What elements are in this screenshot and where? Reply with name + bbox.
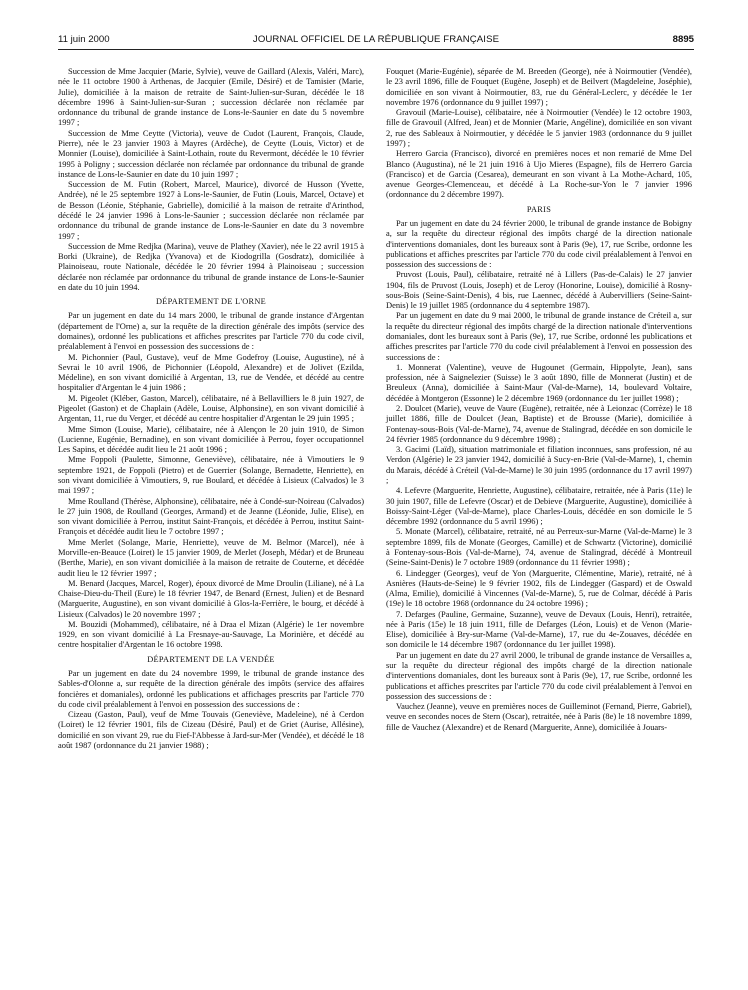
- notice-paragraph: 3. Gacimi (Laïd), situation matrimoniale et filiation inconnues, sans profession, né au Verdon (Algérie) le 23 janvier 1942, domicilié à Sucy-en-Brie (Val-de-Marne), 1, chemin du Marais, décédé à Créteil (Val-de-Marne) le 30 juin 1995 (ordonnance du 17 avril 1997) ;: [386, 444, 692, 485]
- right-column: [386, 66, 692, 732]
- section-heading: DÉPARTEMENT DE L'ORNE: [155, 297, 267, 307]
- notice-paragraph: M. Benard (Jacques, Marcel, Roger), époux divorcé de Mme Droulin (Liliane), né à La Chaise-Dieu-du-Theil (Eure) le 18 février 1947, de Benard (Ernest, Julien) et de Besnard (Marguerite, Augustine), en son vivant domicilié à Glos-la-Ferrière, le bourg, et décédé à Lisieux (Calvados) le 20 novembre 1997 ;: [58, 577, 364, 619]
- notice-paragraph: 6. Lindegger (Georges), veuf de Yon (Marguerite, Clémentine, Marie), retraité, né à Asnières (Hauts-de-Seine) le 9 février 1902, fils de Lindegger (Gaspard) et de Oswald (Alma, Emilie), domicilié à Vincennes (Val-de-Marne), 5, rue de Colmar, décédé à Paris (19e) le 18 octobre 1968 (ordonnance du 24 octobre 1996) ;: [386, 567, 692, 609]
- notice-paragraph: Par un jugement en date du 14 mars 2000, le tribunal de grande instance d'Argentan (département de l'Orne) a, sur la requête de la direction générale des impôts (service des domaines), ordonné les publications et affiches prescrites par l'article 770 du code civil, préalablement à l'envoi en possession des successions de :: [58, 310, 364, 352]
- notice-paragraph: Mme Foppoli (Paulette, Simonne, Geneviève), célibataire, née à Vimoutiers le 9 septembre 1921, de Foppoli (Pietro) et de Guerrier (Solange, Bernadette, Henriette), en son vivant domiciliée à Vimoutiers, 9, rue Boulard, et décédée à Lisieux (Calvados) le 3 mai 1997 ;: [58, 454, 364, 496]
- section-heading: DÉPARTEMENT DE LA VENDÉE: [147, 654, 275, 664]
- left-column: [58, 66, 364, 750]
- notice-paragraph: M. Bouzidi (Mohammed), célibataire, né à Draa el Mizan (Algérie) le 1er novembre 1929, en son vivant domicilié à La Fresnaye-au-Sauvage, La Morinière, et décédé au centre hospitalier d'Argentan le 16 octobre 1998.: [58, 618, 364, 650]
- journal-title: JOURNAL OFFICIEL DE LA RÉPUBLIQUE FRANÇAISE: [252, 34, 500, 45]
- notice-paragraph: Par un jugement en date du 24 novembre 1999, le tribunal de grande instance des Sables-d'Olonne a, sur requête de la direction générale des impôts (service des affaires foncières et domaniales), ordonné les publications et affichages prescrits par l'article 770 du code civil préalablement à l'envoi en possession des successions de :: [58, 668, 364, 709]
- notice-paragraph: Succession de Mme Ceytte (Victoria), veuve de Cudot (Laurent, François, Claude, Pierre), née le 23 janvier 1903 à Mayres (Ardèche), de Ceytte (Louis, Victor) et de Monnier (Louise), domiciliée à Saint-Lothain, route du Revermont, décédée le 10 février 1995 à Poligny ; succession déclarée non réclamée par ordonnance du tribunal de grande instance de Lons-le-Saunier en date du 10 juin 1997 ;: [58, 127, 364, 179]
- notice-paragraph: Par un jugement en date du 27 avril 2000, le tribunal de grande instance de Versailles a, sur la requête du directeur régional des impôts chargé de la direction nationale d'interventions domaniales, dont les bureaux sont à Paris (9e), 17, rue Scribe, ordonné les publications et affiches prescrites par l'article 770 du code civil préalablement à l'envoi en possession des successions de :: [386, 649, 692, 701]
- notice-paragraph: 5. Monate (Marcel), célibataire, retraité, né au Perreux-sur-Marne (Val-de-Marne) le 3 septembre 1899, fils de Monate (Georges, Camille) et de Schwartz (Victorine), domicilié à Fontenay-sous-Bois (Val-de-Marne), 74, avenue de Stalingrad, décédé à Montreuil (Seine-Saint-Denis) le 7 octobre 1989 (ordonnance du 11 février 1998) ;: [386, 526, 692, 568]
- notice-paragraph: Succession de Mme Jacquier (Marie, Sylvie), veuve de Gaillard (Alexis, Valéri, Marc), née le 11 octobre 1900 à Arthenas, de Jacquier (Emile, Désiré) et de Tamisier (Marie, Julie), domiciliée à la maison de retraite de Saint-Julien-sur-Suran, décédée le 18 décembre 1996 à Saint-Julien-sur-Suran ; succession déclarée non réclamée par ordonnance du tribunal de grande instance de Lons-le-Saunier en date du 5 novembre 1997 ;: [58, 66, 364, 128]
- notice-paragraph: Par un jugement en date du 24 février 2000, le tribunal de grande instance de Bobigny a, sur la requête du directeur régional des impôts chargé de la direction nationale d'interventions domaniales, dont les bureaux sont à Paris (9e), 17, rue Scribe, ordonne les publications et affiches prescrites par l'article 770 du code civil préalablement à l'envoi en possession des successions de :: [386, 217, 692, 270]
- notice-paragraph: M. Pigeolet (Kléber, Gaston, Marcel), célibataire, né à Bellavilliers le 8 juin 1927, de Pigeolet (Gaston) et de Chaplain (Adèle, Louise, Alphonsine), en son vivant domicilié à Argentan, 11, rue du Verger, et décédé au centre hospitalier d'Argentan le 29 juin 1995 ;: [58, 392, 364, 424]
- notice-paragraph: Fouquet (Marie-Eugénie), séparée de M. Breeden (George), née à Noirmoutier (Vendée), le 23 avril 1896, fille de Fouquet (Eugène, Joseph) et de Beilvert (Magdeleine, Joséphie), domiciliée en son vivant à Noirmoutier, 83, rue du Général-Leclerc, y décédée le 1er novembre 1976 (ordonnance du 9 juillet 1997) ;: [386, 66, 692, 107]
- page-header: [58, 34, 694, 50]
- notice-paragraph: 4. Lefevre (Marguerite, Henriette, Augustine), célibataire, retraitée, née à Paris (11e) le 30 juin 1907, fille de Lefevre (Oscar) et de Debieve (Marguerite, Augustine), domiciliée à Boissy-Saint-Léger (Val-de-Marne), place Charles-Louis, décédée en son domicile le 5 décembre 1992 (ordonnance du 5 avril 1996) ;: [386, 485, 692, 527]
- notice-paragraph: Herrero Garcia (Francisco), divorcé en premières noces et non remarié de Mme Del Blanco (Augustina), né le 21 juin 1916 à Ujo Mieres (Espagne), fils de Herrero Garcia (Francisco) et de Garcia (Cesarea), demeurant en son vivant à La Mothe-Achard, 105, avenue Georges-Clemenceau, et décédé à La Roche-sur-Yon le 7 janvier 1996 (ordonnance du 2 décembre 1997).: [386, 148, 692, 200]
- section-heading: PARIS: [526, 204, 552, 214]
- notice-paragraph: Cizeau (Gaston, Paul), veuf de Mme Touvais (Geneviève, Madeleine), né à Cerdon (Loiret) le 12 février 1901, fils de Cizeau (Désiré, Paul) et de Griet (Aurise, Allésine), domicilié en son vivant 29, rue du Fief-l'Abbesse à Jard-sur-Mer (Vendée), et décédé le 18 août 1987 (ordonnance du 21 janvier 1988) ;: [58, 709, 364, 750]
- notice-paragraph: Succession de M. Futin (Robert, Marcel, Maurice), divorcé de Husson (Yvette, Andrée), né le 25 septembre 1927 à Lons-le-Saunier, de Futin (Louis, Marcel, Octave) et de Besson (Léonie, Stéphanie, Gabrielle), domicilié à la maison de retraite d'Arinthod, décédé le 24 janvier 1996 à Lons-le-Saunier ; succession déclarée non réclamée par ordonnance du tribunal de grande instance de Lons-le-Saunier en date du 3 novembre 1997 ;: [58, 179, 364, 241]
- notice-paragraph: Mme Merlet (Solange, Marie, Henriette), veuve de M. Belmor (Marcel), née à Morville-en-Beauce (Loiret) le 15 janvier 1909, de Merlet (Joseph, Médar) et de Bruneau (Berthe, Marie), en son vivant domiciliée à la maison de retraite de Couterne, et décédée audit lieu le 12 février 1997 ;: [58, 536, 364, 578]
- notice-paragraph: 1. Monnerat (Valentine), veuve de Hugounet (Germain, Hippolyte, Jean), sans profession, née à Saignelezier (Suisse) le 3 août 1890, fille de Monnerat (Justin) et de Breuleux (Anna), domiciliée à Saint-Maur (Val-de-Marne), 14, boulevard Voltaire, décédée à Montgeron (Essonne) le 2 décembre 1969 (ordonnance du 1er juillet 1998) ;: [386, 361, 692, 403]
- notice-paragraph: Pruvost (Louis, Paul), célibataire, retraité né à Lillers (Pas-de-Calais) le 27 janvier 1904, fils de Pruvost (Louis, Joseph) et de Leroy (Honorine, Louise), domicilié à Rosny-sous-Bois (Seine-Saint-Denis), 4 bis, rue Laennec, décédé à Aubervilliers (Seine-Saint-Denis) le 19 juillet 1985 (ordonnance du 4 septembre 1987).: [386, 269, 692, 311]
- issue-date: 11 juin 2000: [58, 34, 110, 45]
- header-rule: [58, 49, 694, 50]
- notice-paragraph: Succession de Mme Redjka (Marina), veuve de Plathey (Xavier), née le 22 avril 1915 à Borki (Ukraine), de Redjka (Yvanova) et de Kiodogrilla (Gosdratz), domiciliée à Plainoiseau, route Nationale, décédée le 20 février 1994 à Plainoiseau ; succession déclarée non réclamée par ordonnance du tribunal de grande instance de Lons-le-Saunier en date du 10 juin 1994.: [58, 240, 364, 292]
- notice-paragraph: M. Pichonnier (Paul, Gustave), veuf de Mme Godefroy (Louise, Augustine), né à Sevrai le 10 avril 1906, de Pichonnier (Léopold, Alexandre) et de Jolivet (Ezilda, Médeline), en son vivant domicilié à Argentan, 13, rue de Vendée, et décédé au centre hospitalier d'Argentan le 4 juin 1986 ;: [58, 351, 364, 393]
- notice-paragraph: 2. Doulcet (Marie), veuve de Vaure (Eugène), retraitée, née à Leionzac (Corrèze) le 18 juillet 1886, fille de Doulcet (Jean, Baptiste) et de Brousse (Marie), domiciliée à Fontenay-sous-Bois (Val-de-Marne), 74, avenue de Stalingrad, décédée en son domicile le 24 février 1985 (ordonnance du 9 décembre 1998) ;: [386, 403, 692, 444]
- notice-paragraph: Par un jugement en date du 9 mai 2000, le tribunal de grande instance de Créteil a, sur la requête du directeur régional des impôts chargé de la direction nationale d'interventions domaniales, dont les bureaux sont à Paris (9e), 17, rue Scribe, ordonné les publications et affiches prescrites par l'article 770 du code civil préalablement à l'envoi en possession des successions de :: [386, 310, 692, 362]
- notice-paragraph: Mme Roulland (Thérèse, Alphonsine), célibataire, née à Condé-sur-Noireau (Calvados) le 27 juin 1908, de Roulland (Georges, Armand) et de Jeanne (Léonide, Julie, Elise), en son vivant domiciliée à Perrou, institut Saint-François, et décédée à Perrou, institut Saint-François et décédée audit lieu le 7 octobre 1997 ;: [58, 495, 364, 537]
- page-number: 8895: [672, 34, 694, 45]
- notice-paragraph: Gravouil (Marie-Louise), célibataire, née à Noirmoutier (Vendée) le 12 octobre 1903, fille de Gravouil (Alfred, Jean) et de Monnier (Marie, Angéline), domiciliée en son vivant 2, rue des Sableaux à Noirmoutier, y décédée le 5 janvier 1983 (ordonnance du 9 juillet 1997) ;: [386, 107, 692, 148]
- notice-paragraph: Mme Simon (Louise, Marie), célibataire, née à Alençon le 20 juin 1910, de Simon (Lucienne, Eugénie, Bernadine), en son vivant domiciliée à Perrou, foyer occupationnel Les Sapins, et décédée audit lieu le 21 août 1996 ;: [58, 423, 364, 455]
- notice-paragraph: Vauchez (Jeanne), veuve en premières noces de Guilleminot (Fernand, Pierre, Gabriel), veuve en secondes noces de Stern (Oscar), retraitée, née à Paris (8e) le 18 novembre 1899, fille de Vauchez (Alexandre) et de Renard (Marguerite, Anne), domiciliée à Jouars-: [386, 701, 692, 732]
- notice-paragraph: 7. Defarges (Pauline, Germaine, Suzanne), veuve de Devaux (Louis, Henri), retraitée, née à Paris (15e) le 18 juin 1911, fille de Defarges (Léon, Louis) et de Venon (Marie-Elise), domiciliée à Bry-sur-Marne (Val-de-Marne), 17, rue du 4e-Zouaves, décédée en son domicile le 14 décembre 1987 (ordonnance du 1er juillet 1998).: [386, 608, 692, 650]
